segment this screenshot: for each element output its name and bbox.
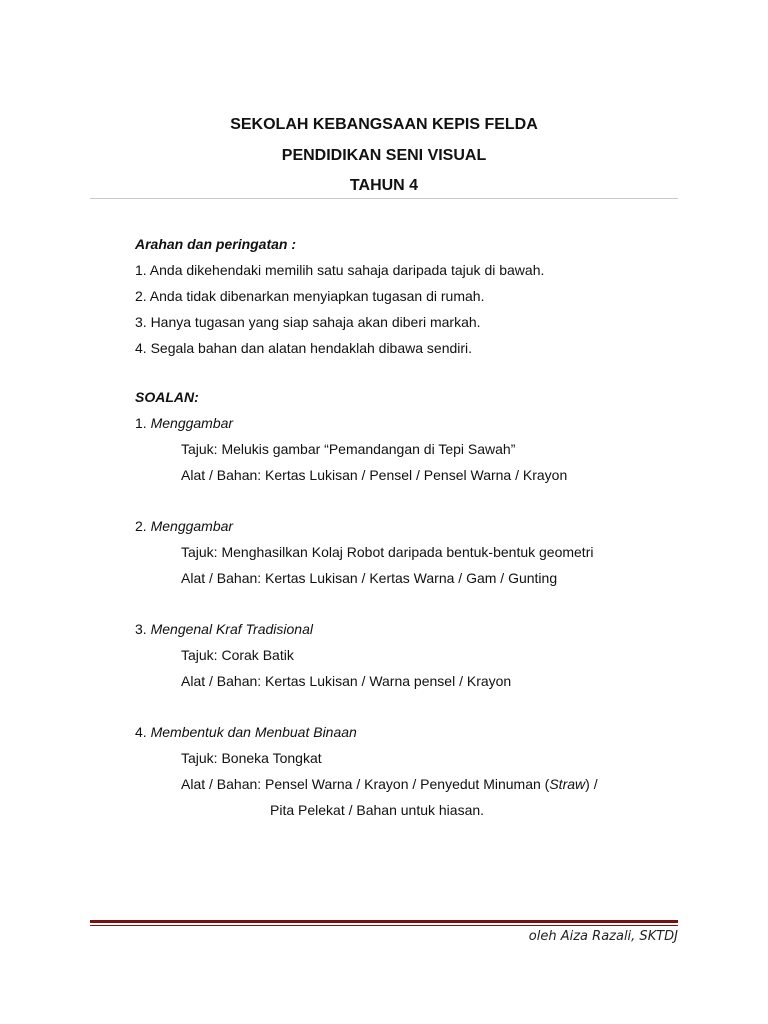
instruction-item-2: 2. Anda tidak dibenarkan menyiapkan tugasan di rumah. [135, 288, 485, 304]
footer-rule-thin [90, 925, 678, 926]
year-title: TAHUN 4 [349, 177, 419, 194]
question-category: Menggambar [150, 518, 234, 534]
header-divider [90, 198, 678, 199]
question-number: 3. [135, 621, 147, 637]
materials-prefix: Alat / Bahan: Pensel Warna / Krayon / Penyedut Minuman ( [181, 776, 550, 792]
school-name: SEKOLAH KEBANGSAAN KEPIS FELDA [230, 116, 538, 133]
subject-title: PENDIDIKAN SENI VISUAL [281, 147, 487, 164]
questions-heading: SOALAN: [135, 389, 199, 405]
question-3-topic: Tajuk: Corak Batik [181, 647, 294, 663]
question-3-materials: Alat / Bahan: Kertas Lukisan / Warna pensel / Krayon [181, 673, 512, 689]
question-number: 4. [135, 724, 147, 740]
materials-italic: Straw [549, 776, 586, 792]
question-2-topic: Tajuk: Menghasilkan Kolaj Robot daripada bentuk-bentuk geometri [181, 544, 594, 560]
footer-rule-thick [90, 920, 678, 923]
question-category: Membentuk dan Menbuat Binaan [150, 724, 357, 740]
question-1-topic: Tajuk: Melukis gambar “Pemandangan di Tepi Sawah” [181, 441, 516, 457]
question-4-materials [181, 775, 598, 793]
question-1-title [135, 414, 233, 432]
question-4-topic: Tajuk: Boneka Tongkat [181, 750, 322, 766]
instruction-item-4: 4. Segala bahan dan alatan hendaklah dibawa sendiri. [135, 340, 473, 356]
question-number: 2. [135, 518, 147, 534]
instruction-item-1: 1. Anda dikehendaki memilih satu sahaja daripada tajuk di bawah. [135, 262, 545, 278]
question-4-title [135, 723, 357, 741]
footer-author: oleh Aiza Razali, SKTDJ [528, 929, 678, 944]
question-2-materials: Alat / Bahan: Kertas Lukisan / Kertas Warna / Gam / Gunting [181, 570, 558, 586]
question-category: Mengenal Kraf Tradisional [150, 621, 313, 637]
question-category: Menggambar [150, 415, 234, 431]
question-1-materials: Alat / Bahan: Kertas Lukisan / Pensel / Pensel Warna / Krayon [181, 467, 568, 483]
instruction-item-3: 3. Hanya tugasan yang siap sahaja akan diberi markah. [135, 314, 481, 330]
question-3-title [135, 620, 313, 638]
materials-suffix: ) / [585, 776, 598, 792]
question-4-materials-continued: Pita Pelekat / Bahan untuk hiasan. [270, 802, 485, 818]
question-2-title [135, 517, 233, 535]
instructions-heading: Arahan dan peringatan : [135, 236, 297, 252]
question-number: 1. [135, 415, 147, 431]
